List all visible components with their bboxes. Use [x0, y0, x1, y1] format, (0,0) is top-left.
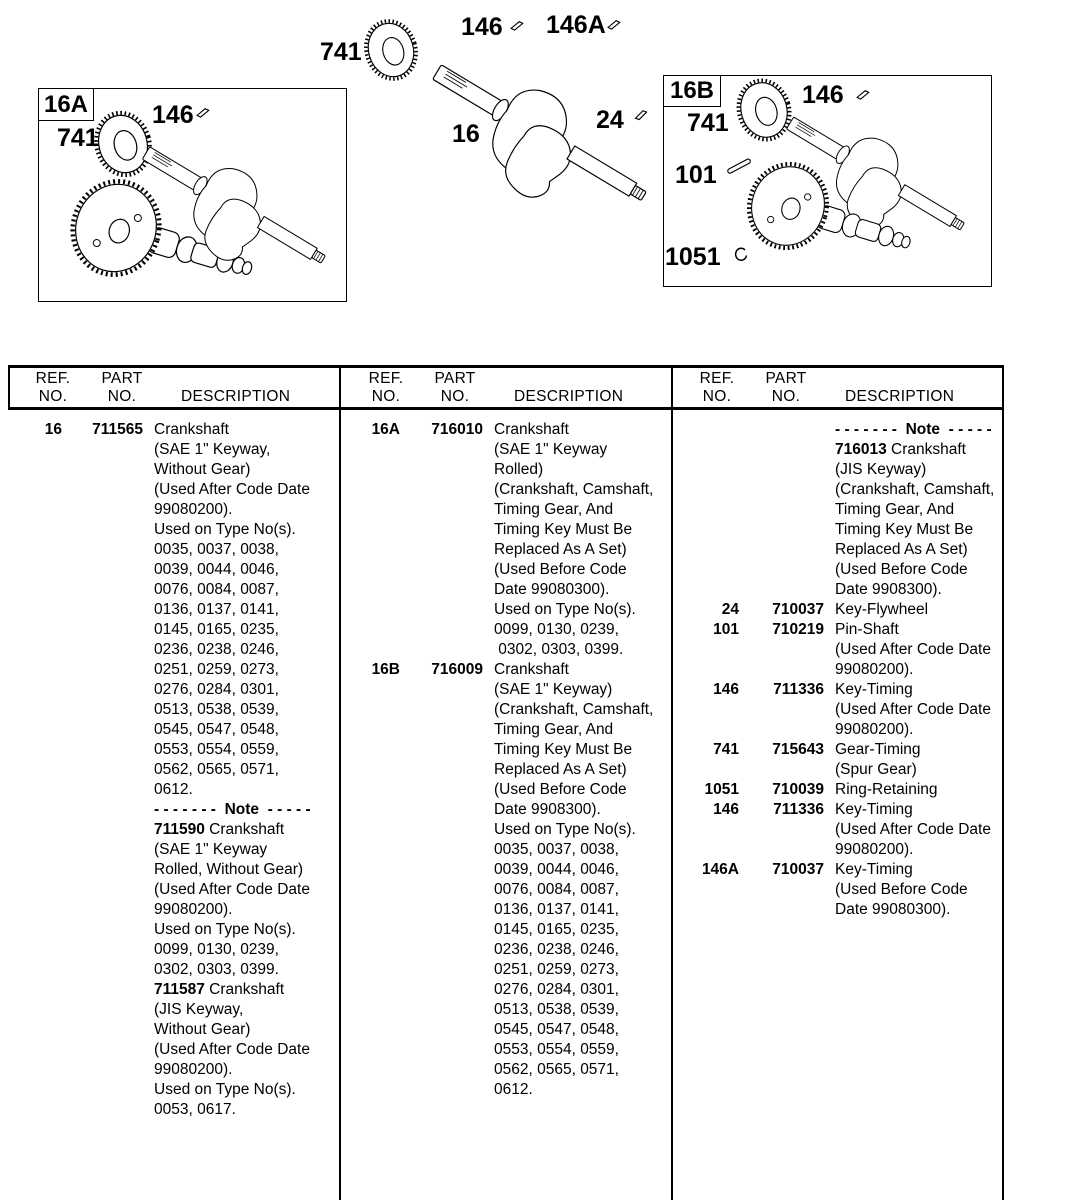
header-description: DESCRIPTION: [845, 388, 955, 405]
description-line: Timing Key Must Be: [835, 521, 974, 538]
description-line: (SAE 1" Keyway: [154, 841, 268, 858]
description-line: 0136, 0137, 0141,: [154, 601, 279, 618]
part-no: 716010: [431, 421, 483, 438]
description-line: (Used Before Code: [835, 881, 968, 898]
header-description: DESCRIPTION: [181, 388, 291, 405]
description-line: Ring-Retaining: [835, 781, 938, 798]
parts-entry: [673, 780, 1001, 800]
description-line: 0612.: [494, 1081, 533, 1098]
description-line: (Used After Code Date: [154, 481, 310, 498]
table-header-col1: [8, 369, 338, 409]
description-line: 99080200).: [835, 841, 914, 858]
description-line: 0276, 0284, 0301,: [154, 681, 279, 698]
description-line: Used on Type No(s).: [154, 921, 296, 938]
description-line: Date 9908300).: [494, 801, 601, 818]
table-header-col3: [672, 369, 1002, 409]
part-no: 710219: [772, 621, 824, 638]
description-line: Timing Gear, And: [494, 501, 614, 518]
label-101: 101: [675, 161, 717, 189]
description-line: 0039, 0044, 0046,: [154, 561, 279, 578]
description-line: 99080200).: [154, 901, 233, 918]
label-741-top: 741: [320, 38, 362, 66]
description-line: 0136, 0137, 0141,: [494, 901, 619, 918]
description-line: (SAE 1" Keyway,: [154, 441, 271, 458]
header-part: PART NO.: [101, 370, 143, 405]
description: [835, 860, 968, 920]
description-line: (Used After Code Date: [154, 1041, 310, 1058]
parts-entry: [342, 420, 670, 660]
description-line: Used on Type No(s).: [154, 521, 296, 538]
description-line: Replaced As A Set): [494, 761, 627, 778]
parts-entry: [673, 680, 1001, 740]
description-line: 0035, 0037, 0038,: [154, 541, 279, 558]
description-line: 0039, 0044, 0046,: [494, 861, 619, 878]
description-line: 0545, 0547, 0548,: [154, 721, 279, 738]
description: [835, 740, 921, 780]
ref-no: 16A: [371, 421, 400, 438]
description: [154, 420, 311, 1120]
header-part: PART NO.: [765, 370, 807, 405]
description-line: (Crankshaft, Camshaft,: [494, 701, 654, 718]
header-ref: REF. NO.: [699, 370, 735, 405]
label-146-16b: 146: [802, 81, 844, 109]
header-ref: REF. NO.: [35, 370, 71, 405]
ref-no: 24: [721, 601, 739, 618]
description-line: (Used After Code Date: [835, 821, 991, 838]
label-741-16a: 741: [57, 124, 99, 152]
description-line: 99080200).: [835, 661, 914, 678]
parts-entry: [673, 800, 1001, 860]
ref-no: 741: [713, 741, 739, 758]
description-line: Crankshaft: [494, 421, 569, 438]
part-no: 711336: [773, 681, 824, 698]
description-line: Date 9908300).: [835, 581, 942, 598]
key-146-top-illustration: [510, 21, 524, 31]
description-line: 0302, 0303, 0399.: [494, 641, 624, 658]
description-line: 0276, 0284, 0301,: [494, 981, 619, 998]
description-line: Key-Timing: [835, 681, 913, 698]
description: [835, 420, 994, 600]
description-line: (SAE 1" Keyway): [494, 681, 613, 698]
table-right-edge: [1002, 365, 1004, 1200]
description-line: Rolled): [494, 461, 544, 478]
description-line: 0553, 0554, 0559,: [154, 741, 279, 758]
label-146-top: 146: [461, 13, 503, 41]
parts-entry: [673, 420, 1001, 600]
description-line: (JIS Keyway): [835, 461, 927, 478]
description-line: 0076, 0084, 0087,: [154, 581, 279, 598]
label-741-16b: 741: [687, 109, 729, 137]
description-line: Pin-Shaft: [835, 621, 899, 638]
description-line: (Spur Gear): [835, 761, 917, 778]
label-146a-top: 146A: [546, 11, 606, 39]
description-line: Date 99080300).: [835, 901, 951, 918]
description-line: 0099, 0130, 0239,: [154, 941, 279, 958]
description-line: (Used After Code Date: [835, 641, 991, 658]
description-line: 99080200).: [154, 501, 233, 518]
description-line: 0251, 0259, 0273,: [154, 661, 279, 678]
description-line: 0553, 0554, 0559,: [494, 1041, 619, 1058]
label-24: 24: [596, 106, 624, 134]
description-line: 0562, 0565, 0571,: [494, 1061, 619, 1078]
description-line: (Used Before Code: [494, 781, 627, 798]
inset-title-16a: 16A: [38, 88, 94, 121]
description-line: Used on Type No(s).: [494, 821, 636, 838]
ref-no: 16: [44, 421, 62, 438]
part-no: 715643: [772, 741, 824, 758]
description: [835, 600, 928, 620]
description-line: 0076, 0084, 0087,: [494, 881, 619, 898]
description-line: (Used Before Code: [835, 561, 968, 578]
description-line: 0099, 0130, 0239,: [494, 621, 619, 638]
part-no: 710037: [772, 861, 824, 878]
key-24-illustration: [634, 110, 648, 121]
description-line: Replaced As A Set): [494, 541, 627, 558]
parts-entry: [673, 600, 1001, 620]
description-line: 99080200).: [835, 721, 914, 738]
description-line: (Used Before Code: [494, 561, 627, 578]
parts-column-3: [673, 420, 1001, 920]
description-line: 0145, 0165, 0235,: [494, 921, 619, 938]
header-ref: REF. NO.: [368, 370, 404, 405]
parts-entry: [673, 740, 1001, 780]
header-part: PART NO.: [434, 370, 476, 405]
description-line: 0545, 0547, 0548,: [494, 1021, 619, 1038]
crankshaft-16-illustration: [406, 38, 664, 248]
description-line: 0251, 0259, 0273,: [494, 961, 619, 978]
description-line: Gear-Timing: [835, 741, 921, 758]
description-line: 0513, 0538, 0539,: [154, 701, 279, 718]
description-line: Key-Timing: [835, 801, 913, 818]
parts-entry: [8, 420, 338, 1120]
header-description: DESCRIPTION: [514, 388, 624, 405]
ref-no: 146A: [701, 861, 739, 878]
description-line: (Used After Code Date: [835, 701, 991, 718]
description-line: Replaced As A Set): [835, 541, 968, 558]
description-line: Without Gear): [154, 461, 251, 478]
label-146-16a: 146: [152, 101, 194, 129]
description-line: Key-Flywheel: [835, 601, 929, 618]
ref-no: 101: [713, 621, 739, 638]
parts-entry: [673, 860, 1001, 920]
description-line: Crankshaft: [494, 661, 569, 678]
description-line: Date 99080300).: [494, 581, 610, 598]
description-line: 0053, 0617.: [154, 1101, 236, 1118]
parts-column-2: [342, 420, 670, 1100]
description-line: 0562, 0565, 0571,: [154, 761, 279, 778]
inset-title-16b: 16B: [663, 75, 721, 107]
description-line: Timing Key Must Be: [494, 741, 633, 758]
part-no: 710039: [772, 781, 824, 798]
ref-no: 146: [713, 681, 739, 698]
label-1051: 1051: [665, 243, 721, 271]
description-line: Timing Gear, And: [494, 721, 614, 738]
description-line: 0236, 0238, 0246,: [154, 641, 279, 658]
description-line: (Crankshaft, Camshaft,: [835, 481, 995, 498]
description-line: 711587 Crankshaft: [154, 981, 285, 998]
part-no: 710037: [772, 601, 824, 618]
description: [835, 680, 991, 740]
description-line: Timing Key Must Be: [494, 521, 633, 538]
part-no: 716009: [431, 661, 483, 678]
description-line: Crankshaft: [154, 421, 229, 438]
description-line: Rolled, Without Gear): [154, 861, 304, 878]
description: [835, 800, 991, 860]
description-line: 99080200).: [154, 1061, 233, 1078]
ref-no: 16B: [371, 661, 400, 678]
description-line: - - - - - - - Note - - - - -: [154, 801, 311, 818]
description-line: 0236, 0238, 0246,: [494, 941, 619, 958]
description-line: Used on Type No(s).: [154, 1081, 296, 1098]
table-top-rule: [8, 365, 1004, 368]
ref-no: 1051: [704, 781, 739, 798]
description-line: 716013 Crankshaft: [835, 441, 966, 458]
description-line: (Crankshaft, Camshaft,: [494, 481, 654, 498]
description-line: 0145, 0165, 0235,: [154, 621, 279, 638]
description-line: (SAE 1" Keyway: [494, 441, 608, 458]
description-line: 711590 Crankshaft: [154, 821, 285, 838]
description-line: - - - - - - - Note - - - - -: [835, 421, 992, 438]
ref-no: 146: [713, 801, 739, 818]
description: [494, 420, 653, 660]
description-line: Timing Gear, And: [835, 501, 955, 518]
description: [494, 660, 653, 1100]
parts-entry: [673, 620, 1001, 680]
description-line: Used on Type No(s).: [494, 601, 636, 618]
table-header-col2: [341, 369, 671, 409]
part-no: 711565: [92, 421, 143, 438]
description-line: 0035, 0037, 0038,: [494, 841, 619, 858]
timing-gear-741-top-illustration: [359, 15, 423, 85]
label-16: 16: [452, 120, 480, 148]
description: [835, 620, 991, 680]
parts-entry: [342, 660, 670, 1100]
description-line: Key-Timing: [835, 861, 913, 878]
description-line: Without Gear): [154, 1021, 251, 1038]
table-divider-1: [339, 365, 341, 1200]
description-line: (JIS Keyway,: [154, 1001, 244, 1018]
description-line: 0612.: [154, 781, 193, 798]
parts-column-1: [8, 420, 338, 1120]
description-line: 0513, 0538, 0539,: [494, 1001, 619, 1018]
part-no: 711336: [773, 801, 824, 818]
key-146a-top-illustration: [607, 20, 621, 30]
description-line: (Used After Code Date: [154, 881, 310, 898]
description: [835, 780, 938, 800]
description-line: 0302, 0303, 0399.: [154, 961, 279, 978]
